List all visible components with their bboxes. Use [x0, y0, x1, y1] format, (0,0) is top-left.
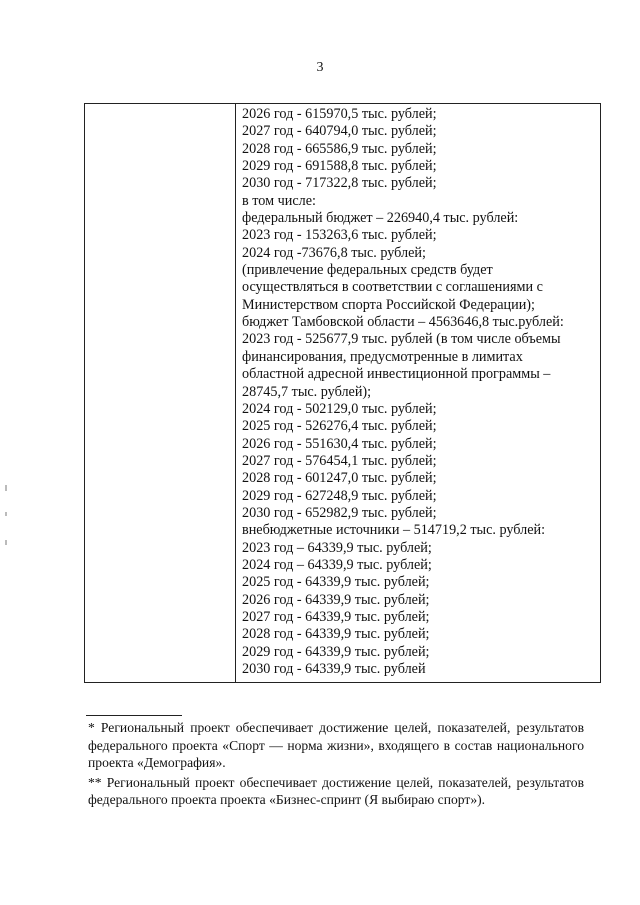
funding-line: 2028 год - 665586,9 тыс. рублей; [242, 140, 437, 157]
table-column-divider [235, 104, 236, 682]
funding-line: 2023 год - 153263,6 тыс. рублей; [242, 227, 437, 244]
funding-line: бюджет Тамбовской области – 4563646,8 тыс.рублей: [242, 314, 564, 331]
funding-line: 2027 год - 576454,1 тыс. рублей; [242, 452, 437, 469]
funding-line: 2030 год - 64339,9 тыс. рублей [242, 661, 426, 677]
scan-mark [5, 540, 7, 545]
funding-line: 2025 год - 526276,4 тыс. рублей; [242, 418, 437, 435]
funding-line: осуществляться в соответствии с соглашениями с [242, 279, 543, 296]
footnote-1: * Региональный проект обеспечивает достижение целей, показателей, результатов федерального проекта «Спорт — норма жизни», входящего в состав национального проекта «Демография». [88, 720, 584, 770]
funding-line: 2026 год - 551630,4 тыс. рублей; [242, 435, 437, 452]
funding-line: финансирования, предусмотренные в лимитах [242, 348, 523, 365]
page-number: 3 [316, 60, 324, 75]
funding-line: 2028 год - 601247,0 тыс. рублей; [242, 470, 437, 487]
funding-line: федеральный бюджет – 226940,4 тыс. рублей: [242, 210, 519, 227]
scan-mark [5, 512, 7, 516]
funding-line: 2028 год - 64339,9 тыс. рублей; [242, 626, 430, 643]
funding-line: областной адресной инвестиционной программы – [242, 366, 551, 383]
funding-line: 2029 год - 64339,9 тыс. рублей; [242, 643, 430, 660]
footnotes [88, 719, 584, 811]
funding-line: (привлечение федеральных средств будет [242, 262, 493, 279]
funding-line: 2025 год - 64339,9 тыс. рублей; [242, 574, 430, 591]
funding-details-cell [242, 106, 594, 678]
funding-line: 2027 год - 64339,9 тыс. рублей; [242, 608, 430, 625]
footnote-2: ** Региональный проект обеспечивает достижение целей, показателей, результатов федерального проекта проекта «Бизнес-спринт (Я выбираю спорт»). [88, 774, 584, 807]
funding-line: 2027 год - 640794,0 тыс. рублей; [242, 123, 437, 140]
funding-line: в том числе: [242, 192, 316, 209]
funding-line: 2030 год - 652982,9 тыс. рублей; [242, 504, 437, 521]
funding-table [84, 103, 601, 683]
funding-line: 2029 год - 627248,9 тыс. рублей; [242, 487, 437, 504]
funding-line: 2029 год - 691588,8 тыс. рублей; [242, 158, 437, 175]
funding-line: 2024 год – 64339,9 тыс. рублей; [242, 556, 432, 573]
funding-line: 2030 год - 717322,8 тыс. рублей; [242, 175, 437, 192]
funding-line: 2024 год - 502129,0 тыс. рублей; [242, 400, 437, 417]
funding-line: 28745,7 тыс. рублей); [242, 383, 372, 400]
funding-line: внебюджетные источники – 514719,2 тыс. рублей: [242, 522, 546, 539]
funding-line: 2024 год -73676,8 тыс. рублей; [242, 244, 426, 261]
funding-line: 2023 год - 525677,9 тыс. рублей (в том числе объемы [242, 331, 561, 348]
funding-line: Министерством спорта Российской Федерации); [242, 296, 535, 313]
funding-line: 2026 год - 64339,9 тыс. рублей; [242, 591, 430, 608]
funding-line: 2026 год - 615970,5 тыс. рублей; [242, 106, 437, 122]
footnote-separator [86, 715, 182, 716]
scan-mark [5, 485, 7, 491]
funding-line: 2023 год – 64339,9 тыс. рублей; [242, 539, 432, 556]
